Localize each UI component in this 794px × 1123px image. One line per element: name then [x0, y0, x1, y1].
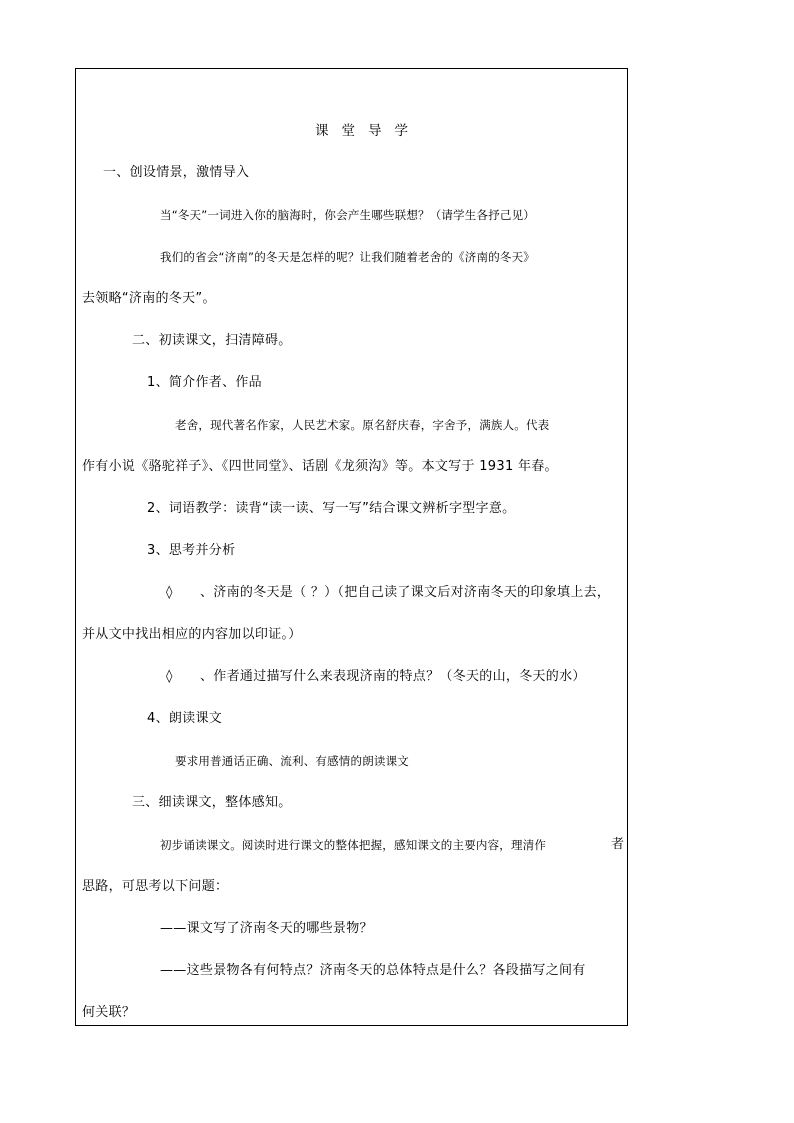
- item-4-heading: 4、朗读课文: [147, 711, 223, 726]
- item-4-line-1: 要求用普通话正确、流利、有感情的朗读课文: [175, 754, 409, 768]
- item-2-heading: 2、词语教学：读背“读一读、写一写”结合课文辨析字型字意。: [147, 501, 516, 516]
- item-1-line-1: 老舍，现代著名作家，人民艺术家。原名舒庆春，字舍予，满族人。代表: [175, 418, 550, 432]
- item-1-line-2: 作有小说《骆驼祥子》、《四世同堂》、话剧《龙须沟》等。本文写于 1931 年春。: [82, 459, 558, 474]
- section-2-heading: 二、初读课文，扫清障碍。: [132, 333, 292, 348]
- section-3-heading: 三、细读课文，整体感知。: [132, 795, 292, 810]
- page-title: 课堂导学: [315, 123, 421, 139]
- section-3-question-2-line-1: ——这些景物各有何特点？济南冬天的总体特点是什么？各段描写之间有: [160, 963, 586, 978]
- section-1-paragraph-2-line-2: 去领略“济南的冬天”。: [82, 291, 216, 306]
- item-1-heading: 1、简介作者、作品: [147, 375, 262, 390]
- section-1-heading: 一、创设情景，激情导入: [103, 165, 250, 180]
- question-2-line-1: 、作者通过描写什么来表现济南的特点？（冬天的山，冬天的水）: [200, 669, 586, 684]
- question-1-marker: ◊: [166, 585, 173, 600]
- question-1-line-2: 并从文中找出相应的内容加以印证。）: [82, 627, 302, 642]
- section-1-paragraph-2-line-1: 我们的省会“济南”的冬天是怎样的呢？让我们随着老舍的《济南的冬天》: [160, 250, 536, 264]
- question-2-marker: ◊: [166, 669, 173, 684]
- question-1-line-1: 、济南的冬天是（ ？）（把自己读了课文后对济南冬天的印象填上去，: [200, 585, 611, 600]
- section-3-question-1: ——课文写了济南冬天的哪些景物？: [160, 921, 373, 936]
- item-3-heading: 3、思考并分析: [147, 543, 236, 558]
- section-3-paragraph-line-2: 思路，可思考以下问题：: [82, 879, 229, 894]
- section-1-paragraph-1: 当“冬天”一词进入你的脑海时，你会产生哪些联想？（请学生各抒己见）: [160, 208, 536, 222]
- section-3-paragraph-line-1: 初步诵读课文。阅读时进行课文的整体把握，感知课文的主要内容，理清作: [160, 838, 547, 852]
- section-3-question-2-line-2: 何关联？: [82, 1005, 136, 1020]
- section-3-paragraph-line-1-tail: 者: [611, 837, 625, 852]
